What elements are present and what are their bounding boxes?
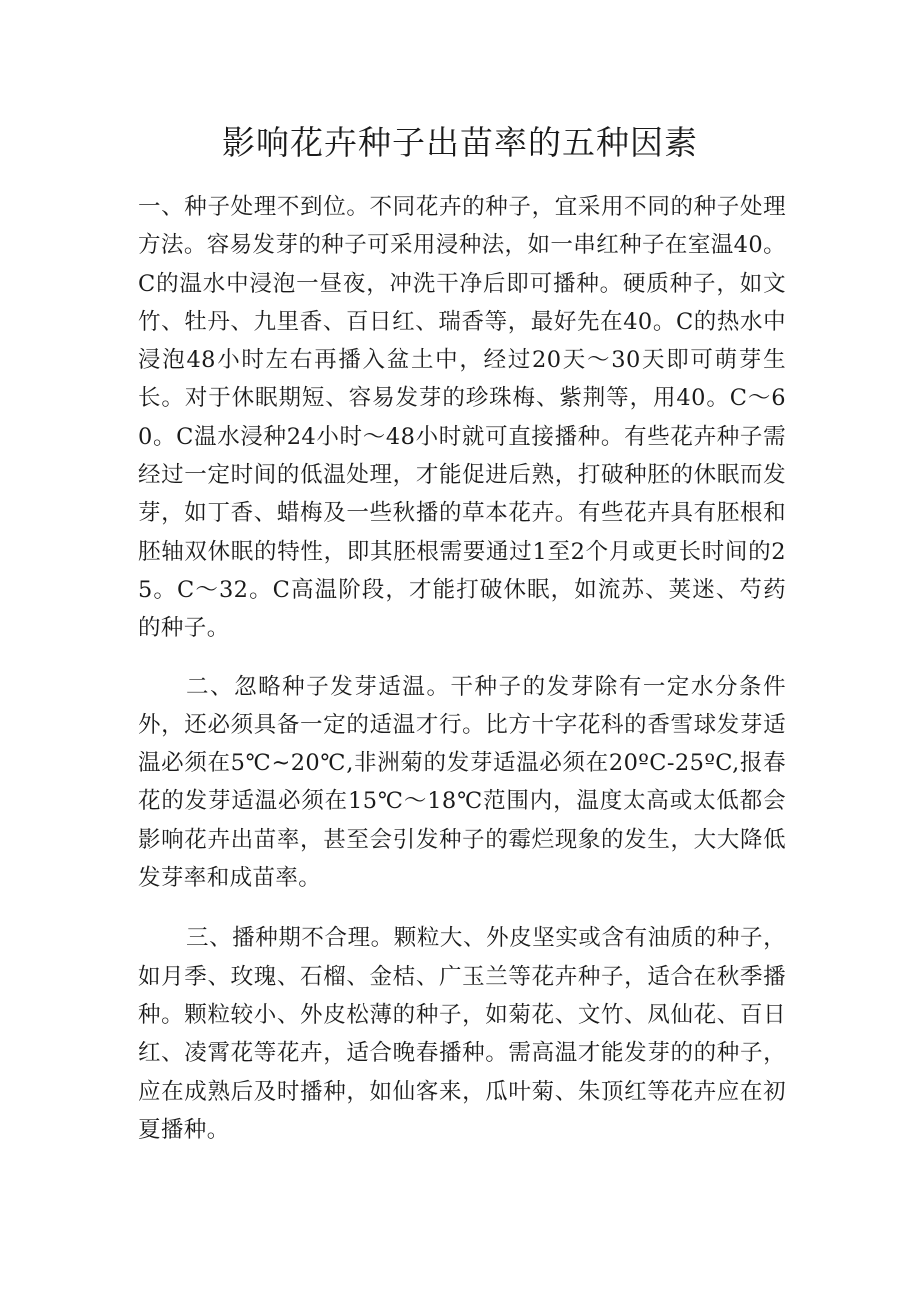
document-title: 影响花卉种子出苗率的五种因素 [222, 123, 698, 162]
paragraph-sowing-period: 三、播种期不合理。颗粒大、外皮坚实或含有油质的种子，如月季、玫瑰、石榴、金桔、广玉兰等花卉种子，适合在秋季播种。颗粒较小、外皮松薄的种子，如菊花、文竹、凤仙花、百日红、凌霄花等花卉，适合晚春播种。需高温才能发芽的的种子，应在成熟后及时播种，如仙客来，瓜叶菊、朱顶红等花卉应在初夏播种。 [138, 925, 786, 1143]
document-body [138, 188, 786, 1171]
paragraph-seed-treatment: 一、种子处理不到位。不同花卉的种子，宜采用不同的种子处理方法。容易发芽的种子可采用浸种法，如一串红种子在室温40。C的温水中浸泡一昼夜，冲洗干净后即可播种。硬质种子，如文竹、牡丹、九里香、百日红、瑞香等，最好先在40。C的热水中浸泡48小时左右再播入盆土中，经过20天～30天即可萌芽生长。对于休眠期短、容易发芽的珍珠梅、紫荆等，用40。C～60。C温水浸种24小时～48小时就可直接播种。有些花卉种子需经过一定时间的低温处理，才能促进后熟，打破种胚的休眠而发芽，如丁香、蜡梅及一些秋播的草本花卉。有些花卉具有胚根和胚轴双休眠的特性，即其胚根需要通过1至2个月或更长时间的25。C～32。C高温阶段，才能打破休眠，如流苏、荚迷、芍药的种子。 [138, 194, 786, 642]
paragraph-germination-temperature: 二、忽略种子发芽适温。干种子的发芽除有一定水分条件外，还必须具备一定的适温才行。比方十字花科的香雪球发芽适温必须在5℃~20℃,非洲菊的发芽适温必须在20ºC-25ºC,报春花的发芽适温必须在15℃～18℃范围内，温度太高或太低都会影响花卉出苗率，甚至会引发种子的霉烂现象的发生，大大降低发芽率和成苗率。 [138, 673, 786, 892]
